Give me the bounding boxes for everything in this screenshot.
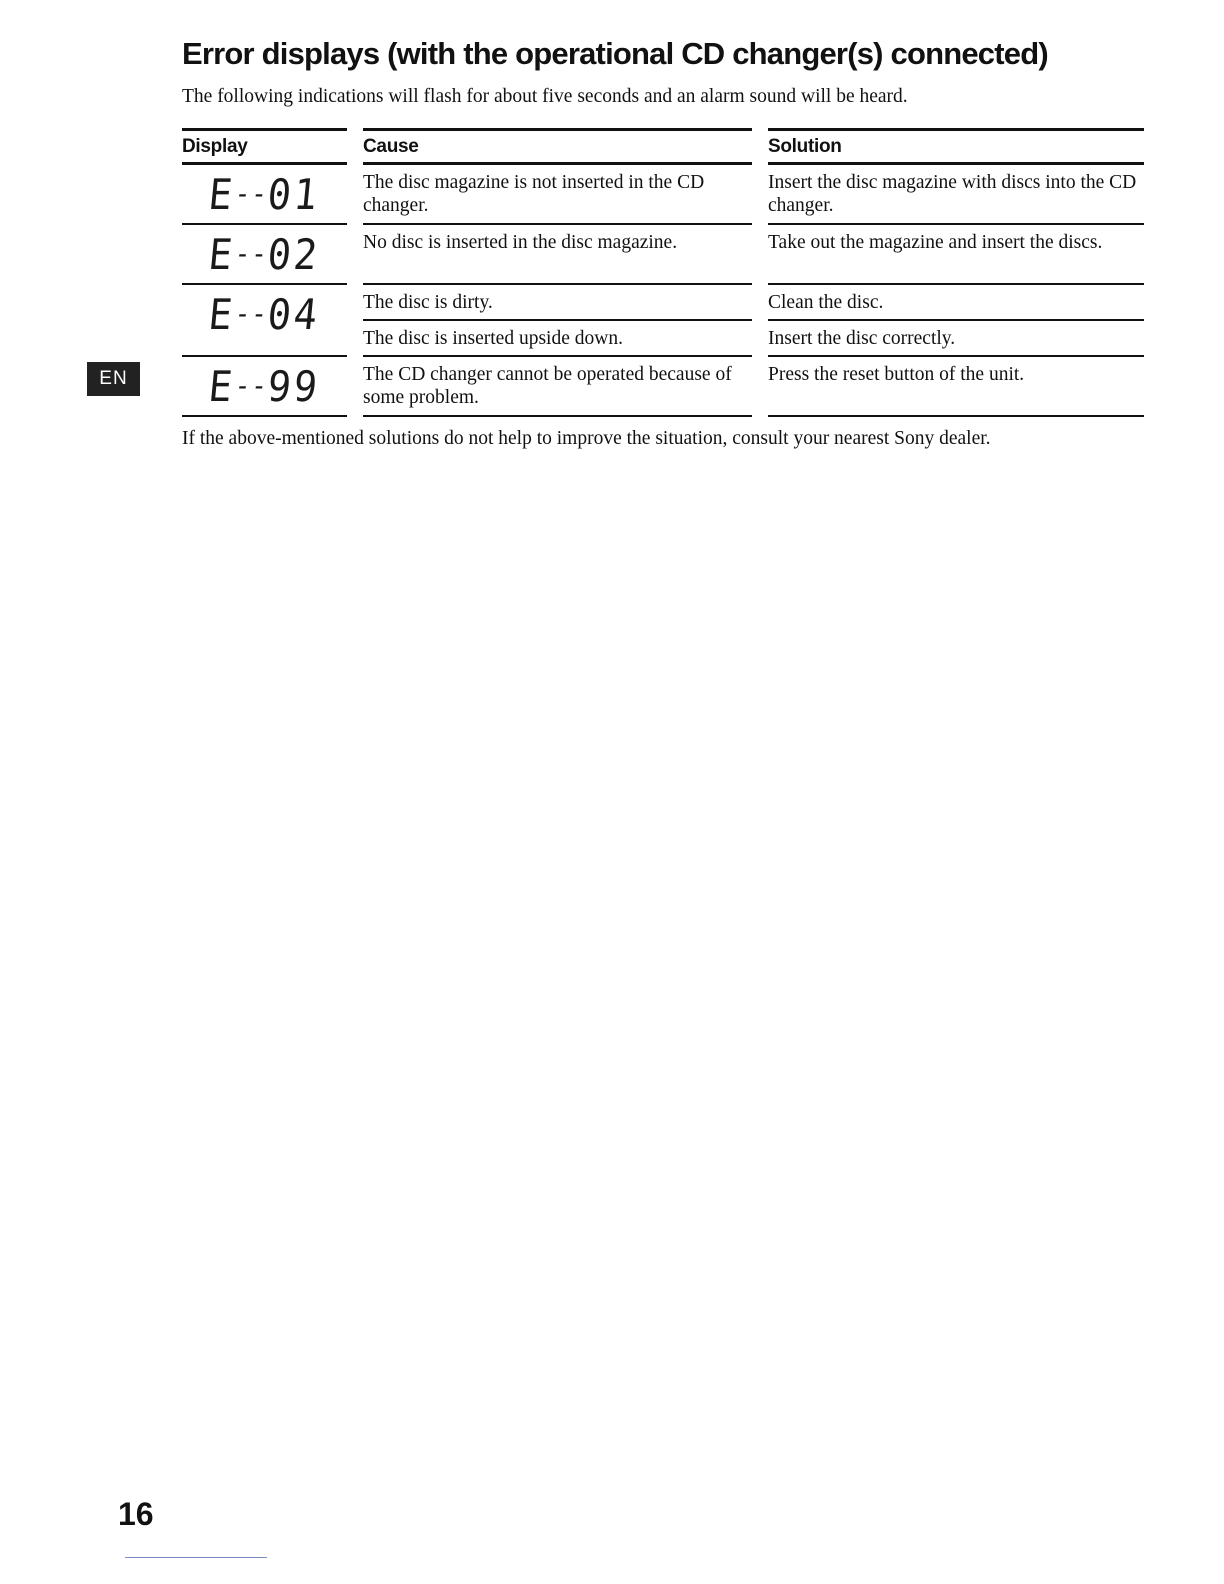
table-header-row <box>182 128 1144 165</box>
error-code-e02 <box>207 231 322 278</box>
cause-cell: The disc is dirty. <box>363 285 752 321</box>
page-number: 16 <box>118 1496 154 1532</box>
table-row <box>182 285 1144 321</box>
code-dash: -- <box>233 297 270 330</box>
header-gap <box>752 128 768 165</box>
code-prefix: E <box>206 230 238 279</box>
solution-cell: Insert the disc correctly. <box>768 321 1144 357</box>
table-row <box>182 225 1144 285</box>
code-digits: 01 <box>265 170 323 219</box>
error-code-cell <box>182 165 347 225</box>
code-prefix: E <box>206 362 238 411</box>
code-digits: 99 <box>265 362 323 411</box>
section-heading: Error displays (with the operational CD changer(s) connected) <box>182 36 1048 71</box>
solution-cell: Take out the magazine and insert the discs. <box>768 225 1144 285</box>
closing-note: If the above-mentioned solutions do not help to improve the situation, consult your nearest Sony dealer. <box>182 428 991 449</box>
solution-cell: Press the reset button of the unit. <box>768 357 1144 417</box>
code-digits: 04 <box>265 290 323 339</box>
header-display: Display <box>182 128 347 165</box>
error-table <box>182 128 1144 417</box>
table-row <box>182 165 1144 225</box>
error-code-e01 <box>207 171 322 218</box>
error-code-e04 <box>207 291 322 338</box>
error-code-cell <box>182 357 347 417</box>
error-code-cell <box>182 285 347 357</box>
cause-cell: The disc magazine is not inserted in the CD changer. <box>363 165 752 225</box>
table-row <box>182 357 1144 417</box>
code-dash: -- <box>233 369 270 402</box>
error-code-e99 <box>207 363 322 410</box>
page-content <box>182 30 1137 471</box>
header-solution: Solution <box>768 128 1144 165</box>
solution-cell: Insert the disc magazine with discs into the CD changer. <box>768 165 1144 225</box>
error-code-cell <box>182 225 347 285</box>
cause-cell: The CD changer cannot be operated because of some problem. <box>363 357 752 417</box>
code-prefix: E <box>206 290 238 339</box>
code-dash: -- <box>233 177 270 210</box>
cause-cell: The disc is inserted upside down. <box>363 321 752 357</box>
footer-rule <box>125 1557 267 1558</box>
solution-cell: Clean the disc. <box>768 285 1144 321</box>
header-cause: Cause <box>363 128 752 165</box>
code-digits: 02 <box>265 230 323 279</box>
header-gap <box>347 128 363 165</box>
cause-cell: No disc is inserted in the disc magazine. <box>363 225 752 285</box>
language-tab: EN <box>87 362 140 396</box>
code-prefix: E <box>206 170 238 219</box>
intro-text: The following indications will flash for about five seconds and an alarm sound will be heard. <box>182 86 908 107</box>
code-dash: -- <box>233 237 270 270</box>
